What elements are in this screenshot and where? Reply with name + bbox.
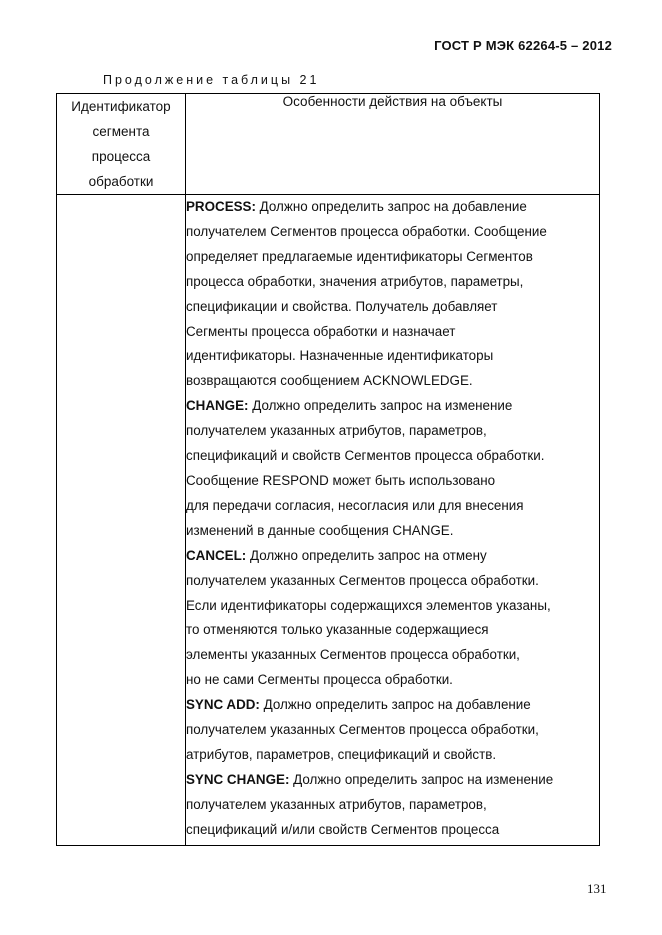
text-line — [186, 768, 599, 793]
text-line-content: получателем указанных атрибутов, параметров, — [186, 796, 487, 812]
document-header: ГОСТ Р МЭК 62264-5 – 2012 — [434, 38, 612, 53]
column-header-identifier-line: сегмента — [92, 124, 150, 139]
text-line — [186, 394, 599, 419]
message-keyword: CHANGE: — [186, 398, 249, 414]
data-table — [56, 93, 600, 846]
text-line-content: Должно определить запрос на отмену — [246, 547, 487, 563]
message-keyword: SYNC CHANGE: — [186, 771, 290, 787]
text-line — [186, 544, 599, 569]
text-line-content: для передачи согласия, несогласия или для внесения — [186, 497, 524, 513]
text-line — [186, 419, 599, 444]
text-line — [186, 270, 599, 295]
features-cell — [186, 195, 600, 846]
text-line — [186, 195, 599, 220]
text-line — [186, 220, 599, 245]
text-line-content: возвращаются сообщением ACKNOWLEDGE. — [186, 373, 473, 389]
column-header-identifier-line: обработки — [88, 174, 154, 189]
table-continuation-caption: Продолжение таблицы 21 — [103, 73, 320, 87]
message-keyword: SYNC ADD: — [186, 697, 260, 713]
column-header-features: Особенности действия на объекты — [186, 94, 600, 195]
text-line — [186, 718, 599, 743]
table-row — [57, 195, 600, 846]
text-line-content: определяет предлагаемые идентификаторы Сегментов — [186, 248, 533, 264]
text-line-content: Сообщение RESPOND может быть использовано — [186, 472, 496, 488]
text-line — [186, 743, 599, 768]
text-line-content: процесса обработки, значения атрибутов, параметры, — [186, 273, 524, 289]
text-line-content: получателем указанных Сегментов процесса обработки, — [186, 722, 539, 738]
text-line — [186, 793, 599, 818]
text-line-content: получателем Сегментов процесса обработки. Сообщение — [186, 223, 547, 239]
text-line — [186, 594, 599, 619]
text-line — [186, 693, 599, 718]
identifier-cell — [57, 195, 186, 846]
text-line — [186, 494, 599, 519]
column-header-identifier — [57, 94, 186, 195]
message-keyword: PROCESS: — [186, 199, 256, 214]
text-line-content: элементы указанных Сегментов процесса обработки, — [186, 647, 520, 663]
text-line-content: спецификаций и свойств Сегментов процесса обработки. — [186, 448, 545, 464]
message-keyword: CANCEL: — [186, 547, 247, 563]
text-line-content: Сегменты процесса обработки и назначает — [186, 323, 456, 339]
text-line — [186, 618, 599, 643]
text-line — [186, 295, 599, 320]
text-line-content: но не сами Сегменты процесса обработки. — [186, 672, 453, 688]
text-line — [186, 245, 599, 270]
text-line-content: спецификаций и/или свойств Сегментов процесса — [186, 821, 500, 837]
text-line-content: Должно определить запрос на изменение — [248, 398, 513, 414]
text-line-content: то отменяются только указанные содержащиеся — [186, 622, 489, 638]
text-line — [186, 320, 599, 345]
page-number: 131 — [587, 881, 607, 896]
text-line — [186, 818, 599, 843]
column-header-identifier-line: Идентификатор — [71, 99, 171, 114]
text-line-content: идентификаторы. Назначенные идентификаторы — [186, 348, 494, 364]
text-line — [186, 369, 599, 394]
text-line-content: Должно определить запрос на добавление — [255, 199, 527, 214]
text-line — [186, 519, 599, 544]
text-line-content: Должно определить запрос на изменение — [289, 771, 554, 787]
text-line-content: изменений в данные сообщения CHANGE. — [186, 522, 454, 538]
text-line — [186, 469, 599, 494]
text-line — [186, 668, 599, 693]
text-line-content: получателем указанных атрибутов, параметров, — [186, 423, 487, 439]
text-line-content: спецификации и свойства. Получатель добавляет — [186, 298, 498, 314]
text-line-content: Если идентификаторы содержащихся элементов указаны, — [186, 597, 551, 613]
text-line — [186, 444, 599, 469]
text-line — [186, 569, 599, 594]
table-header-row — [57, 94, 600, 195]
column-header-identifier-line: процесса — [91, 149, 151, 164]
text-line-content: Должно определить запрос на добавление — [259, 697, 531, 713]
text-line-content: получателем указанных Сегментов процесса обработки. — [186, 572, 539, 588]
text-line — [186, 344, 599, 369]
text-line — [186, 643, 599, 668]
text-line-content: атрибутов, параметров, спецификаций и свойств. — [186, 746, 497, 762]
